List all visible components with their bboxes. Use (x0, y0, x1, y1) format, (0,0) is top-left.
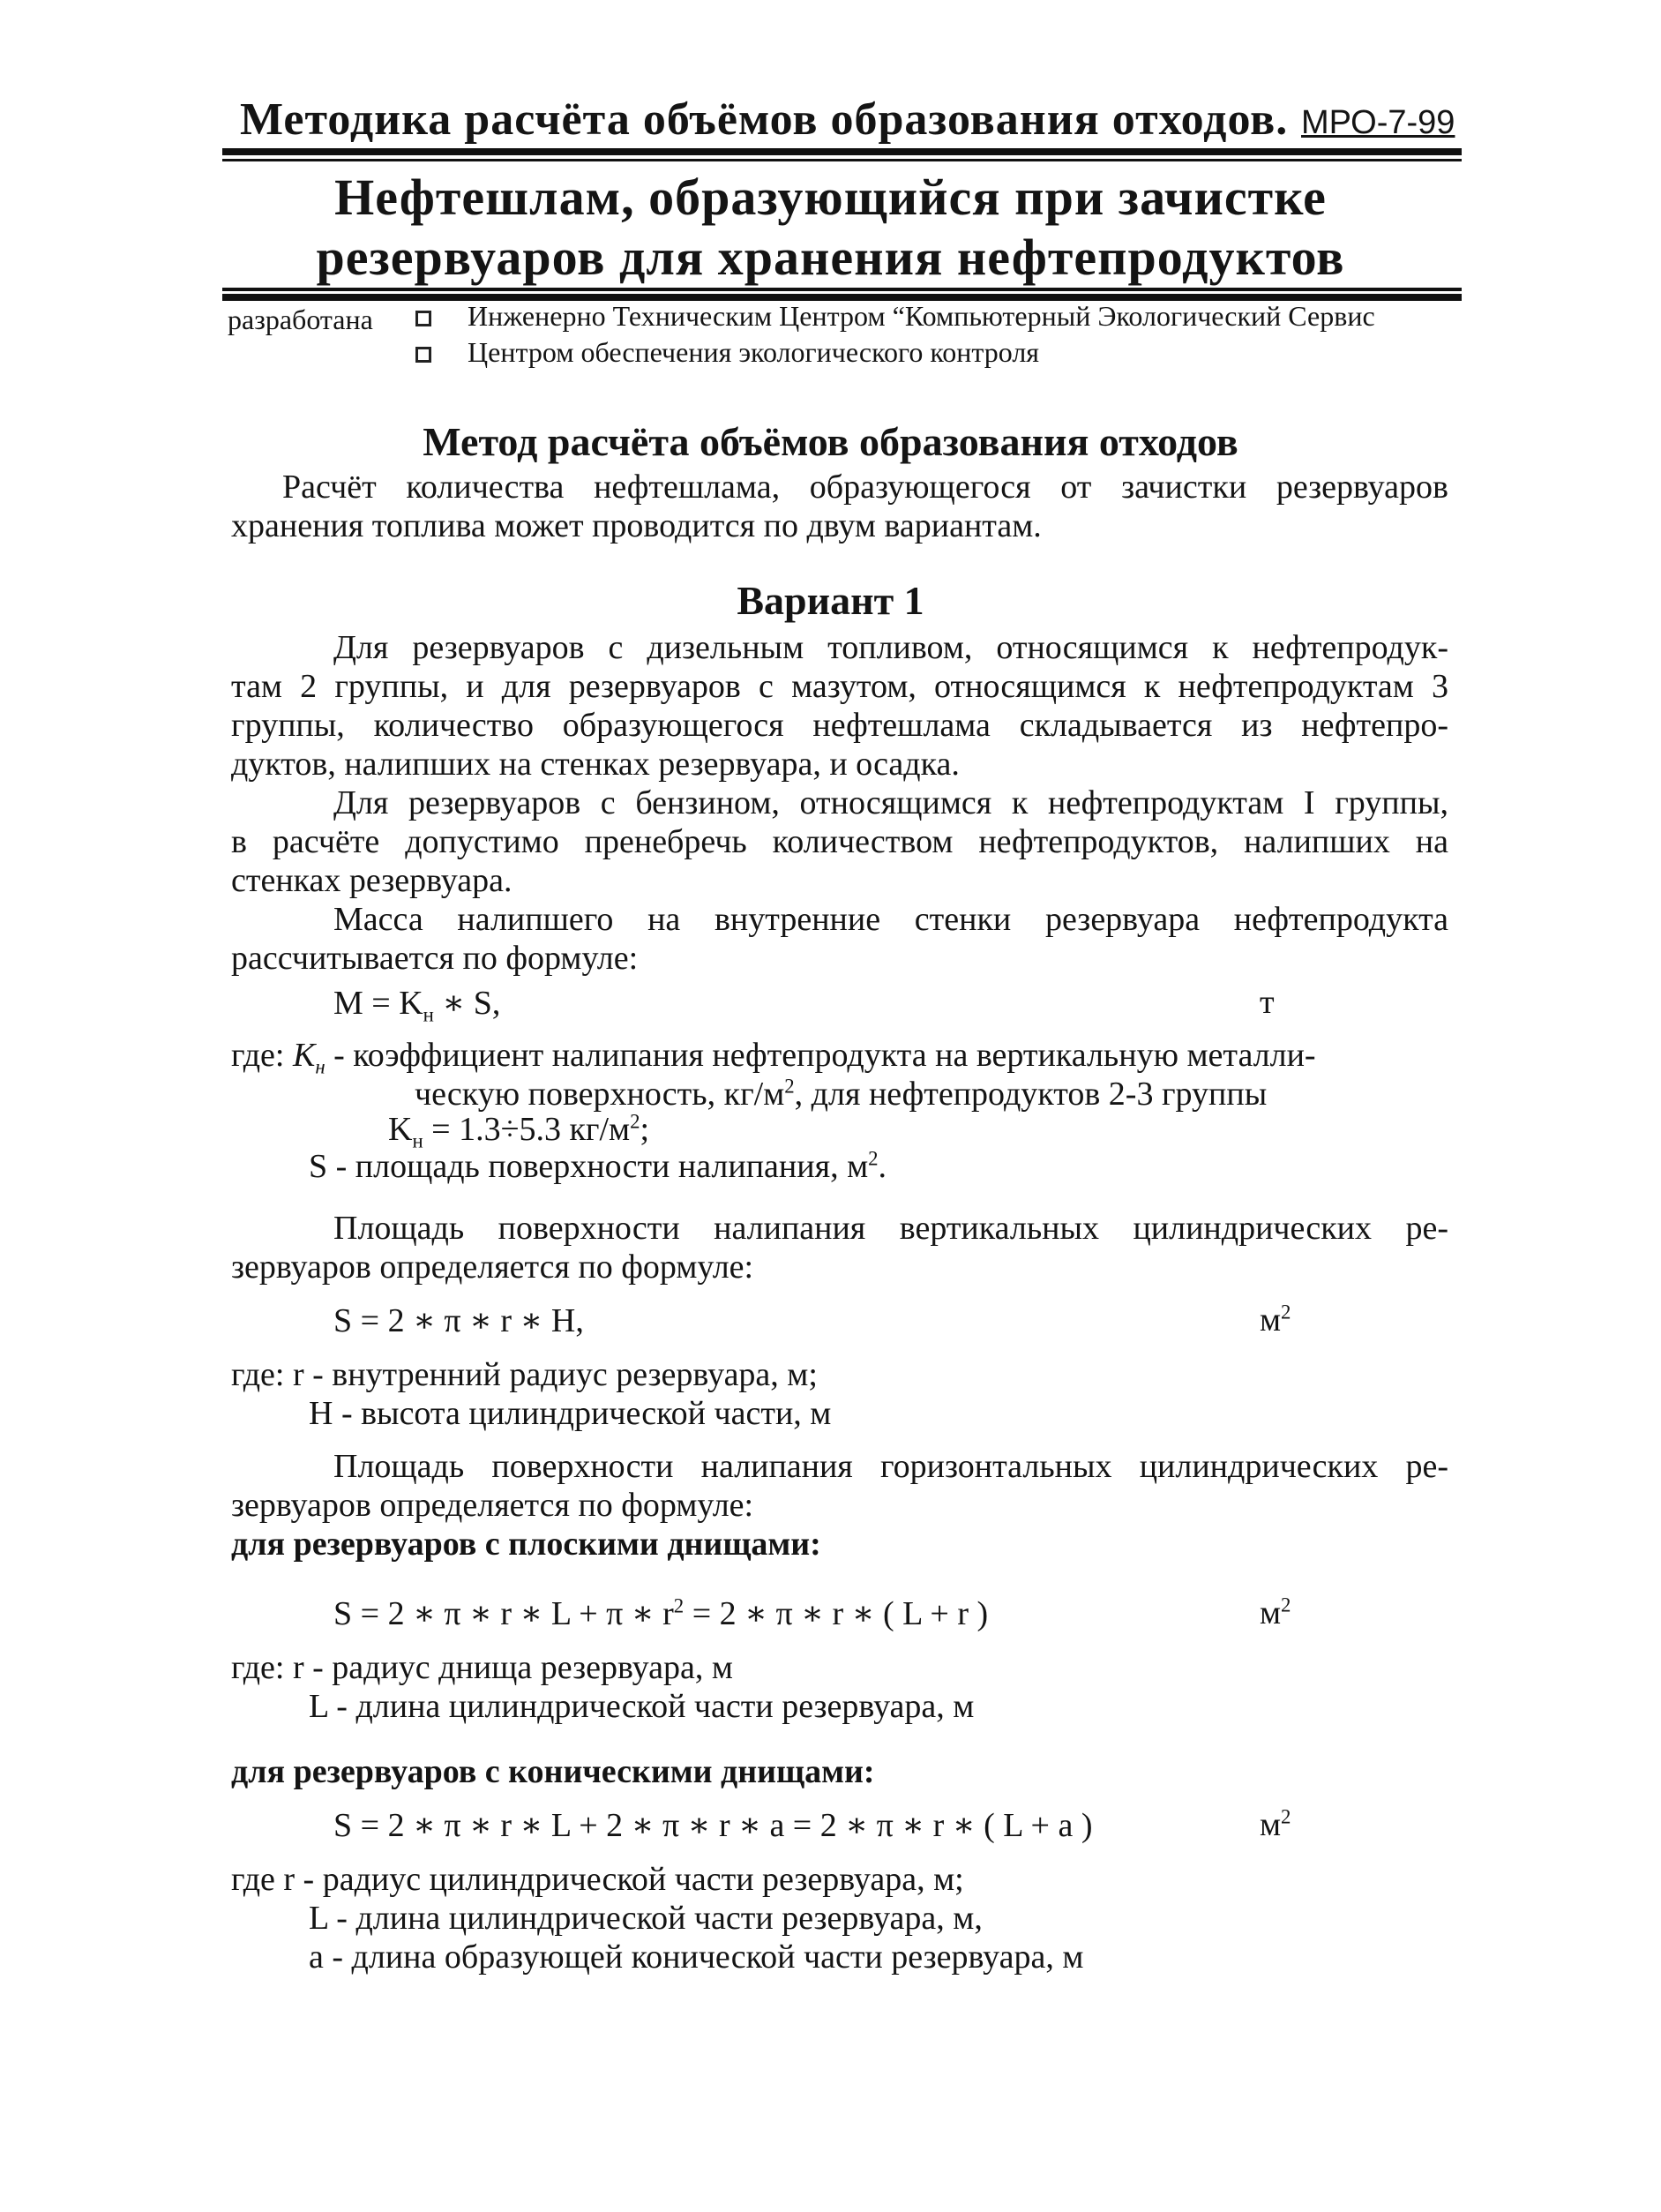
formula-conical-area: S = 2 ∗ π ∗ r ∗ L + 2 ∗ π ∗ r ∗ a = 2 ∗ π ∗ r ∗ ( L + a ) (333, 1807, 1093, 1844)
method-heading: Метод расчёта объёмов образования отходов (423, 419, 1238, 464)
formula-mass: $M = K_н$ ∗ S, (333, 985, 501, 1026)
where3-line2: L - длина цилиндрической части резервуара, м (309, 1688, 975, 1725)
paragraph5-line: зервуаров определяется по формуле: (231, 1487, 754, 1524)
paragraph4-line: зервуаров определяется по формуле: (231, 1248, 754, 1286)
formula-mass-unit: т (1260, 984, 1275, 1021)
variant1-heading: Вариант 1 (737, 578, 924, 623)
method-intro-line2: хранения топлива может проводится по двум вариантам. (231, 507, 1042, 544)
conical-bottoms-heading: для резервуаров с коническими днищами: (231, 1753, 875, 1790)
title-rule-thin (222, 288, 1462, 291)
developer-org2: Центром обеспечения экологического контроля (468, 336, 1039, 368)
formula-flat-area-unit: $м^2$ (1260, 1593, 1291, 1631)
formula-vertical-area: S = 2 ∗ π ∗ r ∗ H, (333, 1302, 584, 1339)
where3-line1: где: r - радиус днища резервуара, м (231, 1649, 733, 1686)
formula-flat-area: S = 2 ∗ π ∗ r ∗ L + π ∗ $r^2 = 2$ ∗ π ∗ r ∗ ( L + r ) (333, 1594, 989, 1632)
where1-line1: где: $K_н$ - коэффициент налипания нефтепродукта на вертикальную металли- (231, 1037, 1316, 1078)
paragraph2-line: Для резервуаров с бензином, относящимся к нефтепродуктам I группы, (333, 784, 1448, 821)
paragraph1-line: группы, количество образующегося нефтешлама складывается из нефтепро- (231, 707, 1448, 744)
flat-bottoms-heading: для резервуаров с плоскими днищами: (231, 1526, 821, 1563)
document-title-line1: Нефтешлам, образующийся при зачистке (334, 169, 1327, 226)
paragraph1-line: Для резервуаров с дизельным топливом, относящимся к нефтепродук- (333, 629, 1448, 666)
checkbox-square-icon (415, 311, 431, 326)
where1-line3: $K_н = 1.3\div 5.3$ $кг/м^2$; (388, 1110, 650, 1152)
developer-org1: Инженерно Техническим Центром “Компьютерный Экологический Сервис (468, 300, 1375, 332)
where1-line2: ческую поверхность, $кг/м^2$, для нефтепродуктов 2-3 группы (415, 1075, 1268, 1113)
paragraph3-line: рассчитывается по формуле: (231, 940, 639, 977)
where2-line2: H - высота цилиндрической части, м (309, 1395, 832, 1432)
header-rule-thick (222, 148, 1462, 155)
developed-label: разработана (228, 304, 373, 335)
paragraph4-line: Площадь поверхности налипания вертикальных цилиндрических ре- (333, 1210, 1448, 1247)
document-code: МРО-7-99 (1301, 104, 1455, 141)
running-header-title: Методика расчёта объёмов образования отходов. (240, 94, 1289, 145)
where4-line2: L - длина цилиндрической части резервуара, м, (309, 1900, 983, 1937)
where4-line1: где r - радиус цилиндрической части резервуара, м; (231, 1861, 964, 1898)
formula-vertical-area-unit: $м^2$ (1260, 1301, 1291, 1338)
paragraph2-line: в расчёте допустимо пренебречь количеством нефтепродуктов, налипших на (231, 823, 1448, 860)
method-intro-line1: Расчёт количества нефтешлама, образующегося от зачистки резервуаров (282, 469, 1448, 506)
paragraph3-line: Масса налипшего на внутренние стенки резервуара нефтепродукта (333, 901, 1448, 938)
where2-line1: где: r - внутренний радиус резервуара, м; (231, 1356, 818, 1393)
formula-conical-area-unit: $м^2$ (1260, 1805, 1291, 1843)
where1-line4: S - площадь поверхности налипания, $м^2$. (309, 1147, 887, 1185)
paragraph1-line: там 2 группы, и для резервуаров с мазутом, относящимся к нефтепродуктам 3 (231, 668, 1448, 705)
paragraph2-line: стенках резервуара. (231, 862, 513, 899)
checkbox-square-icon (415, 347, 431, 363)
document-title-line2: резервуаров для хранения нефтепродуктов (316, 229, 1345, 286)
where4-line3: a - длина образующей конической части резервуара, м (309, 1938, 1084, 1976)
paragraph5-line: Площадь поверхности налипания горизонтальных цилиндрических ре- (333, 1448, 1448, 1485)
paragraph1-line: дуктов, налипших на стенках резервуара, и осадка. (231, 746, 960, 783)
header-rule-thin (222, 159, 1462, 161)
